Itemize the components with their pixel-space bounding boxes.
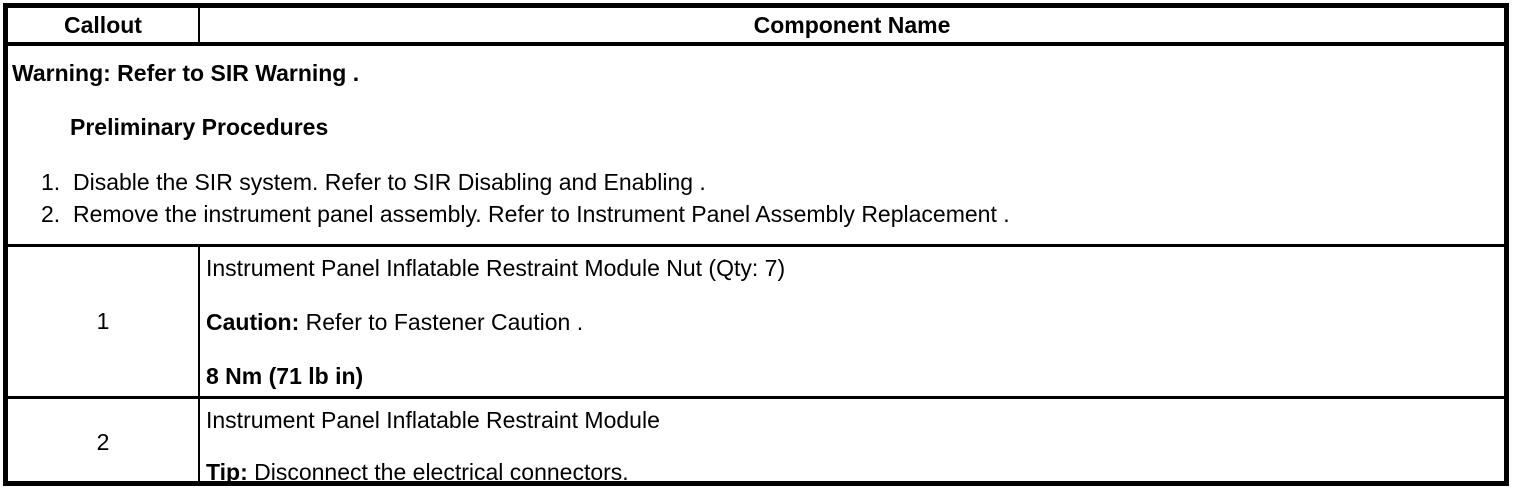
- step-text: [73, 198, 1498, 230]
- component-cell: [200, 399, 1504, 485]
- component-name: Instrument Panel Inflatable Restraint Module Nut (Qty: 7): [206, 255, 786, 281]
- caution-note: [206, 309, 1498, 335]
- sir-warning-link[interactable]: SIR Warning: [210, 60, 347, 86]
- preliminary-procedures-row: [8, 46, 1504, 247]
- preliminary-steps-list: [12, 166, 1498, 230]
- torque-spec: 8 Nm (71 lb in): [206, 363, 364, 389]
- table-header-row: [8, 8, 1504, 46]
- component-cell: [200, 247, 1504, 396]
- step-text: [73, 166, 1498, 198]
- tip-note: [206, 459, 1498, 485]
- list-item: [12, 198, 1498, 230]
- fastener-caution-link[interactable]: Fastener Caution: [393, 309, 571, 335]
- step-text-suffix: .: [996, 201, 1010, 227]
- step-number: 1.: [41, 169, 61, 195]
- table-row: [8, 247, 1504, 399]
- step-text-suffix: .: [693, 169, 706, 195]
- tip-text: Disconnect the electrical connectors.: [247, 459, 629, 485]
- component-name: Instrument Panel Inflatable Restraint Module: [206, 407, 660, 433]
- list-item: [12, 166, 1498, 198]
- callout-component-table: [3, 3, 1509, 486]
- caution-suffix: .: [570, 309, 584, 335]
- callout-column-header: Callout: [8, 8, 200, 42]
- component-name-column-header: Component Name: [753, 11, 951, 38]
- sir-warning-line: [12, 60, 1498, 86]
- warning-suffix: .: [346, 60, 360, 86]
- preliminary-procedures-title: Preliminary Procedures: [70, 114, 329, 140]
- step-text-prefix: Remove the instrument panel assembly. Refer to: [73, 201, 577, 227]
- callout-number: 1: [8, 247, 200, 396]
- instrument-panel-assembly-replacement-link[interactable]: Instrument Panel Assembly Replacement: [576, 201, 997, 227]
- callout-number: 2: [8, 399, 200, 485]
- sir-disabling-enabling-link[interactable]: SIR Disabling and Enabling: [413, 169, 694, 195]
- step-number: 2.: [41, 201, 61, 227]
- caution-text: Refer to: [299, 309, 394, 335]
- step-text-prefix: Disable the SIR system. Refer to: [73, 169, 414, 195]
- tip-label: Tip:: [206, 459, 248, 485]
- table-row: [8, 399, 1504, 485]
- caution-label: Caution:: [206, 309, 300, 335]
- warning-text: Warning: Refer to: [12, 60, 211, 86]
